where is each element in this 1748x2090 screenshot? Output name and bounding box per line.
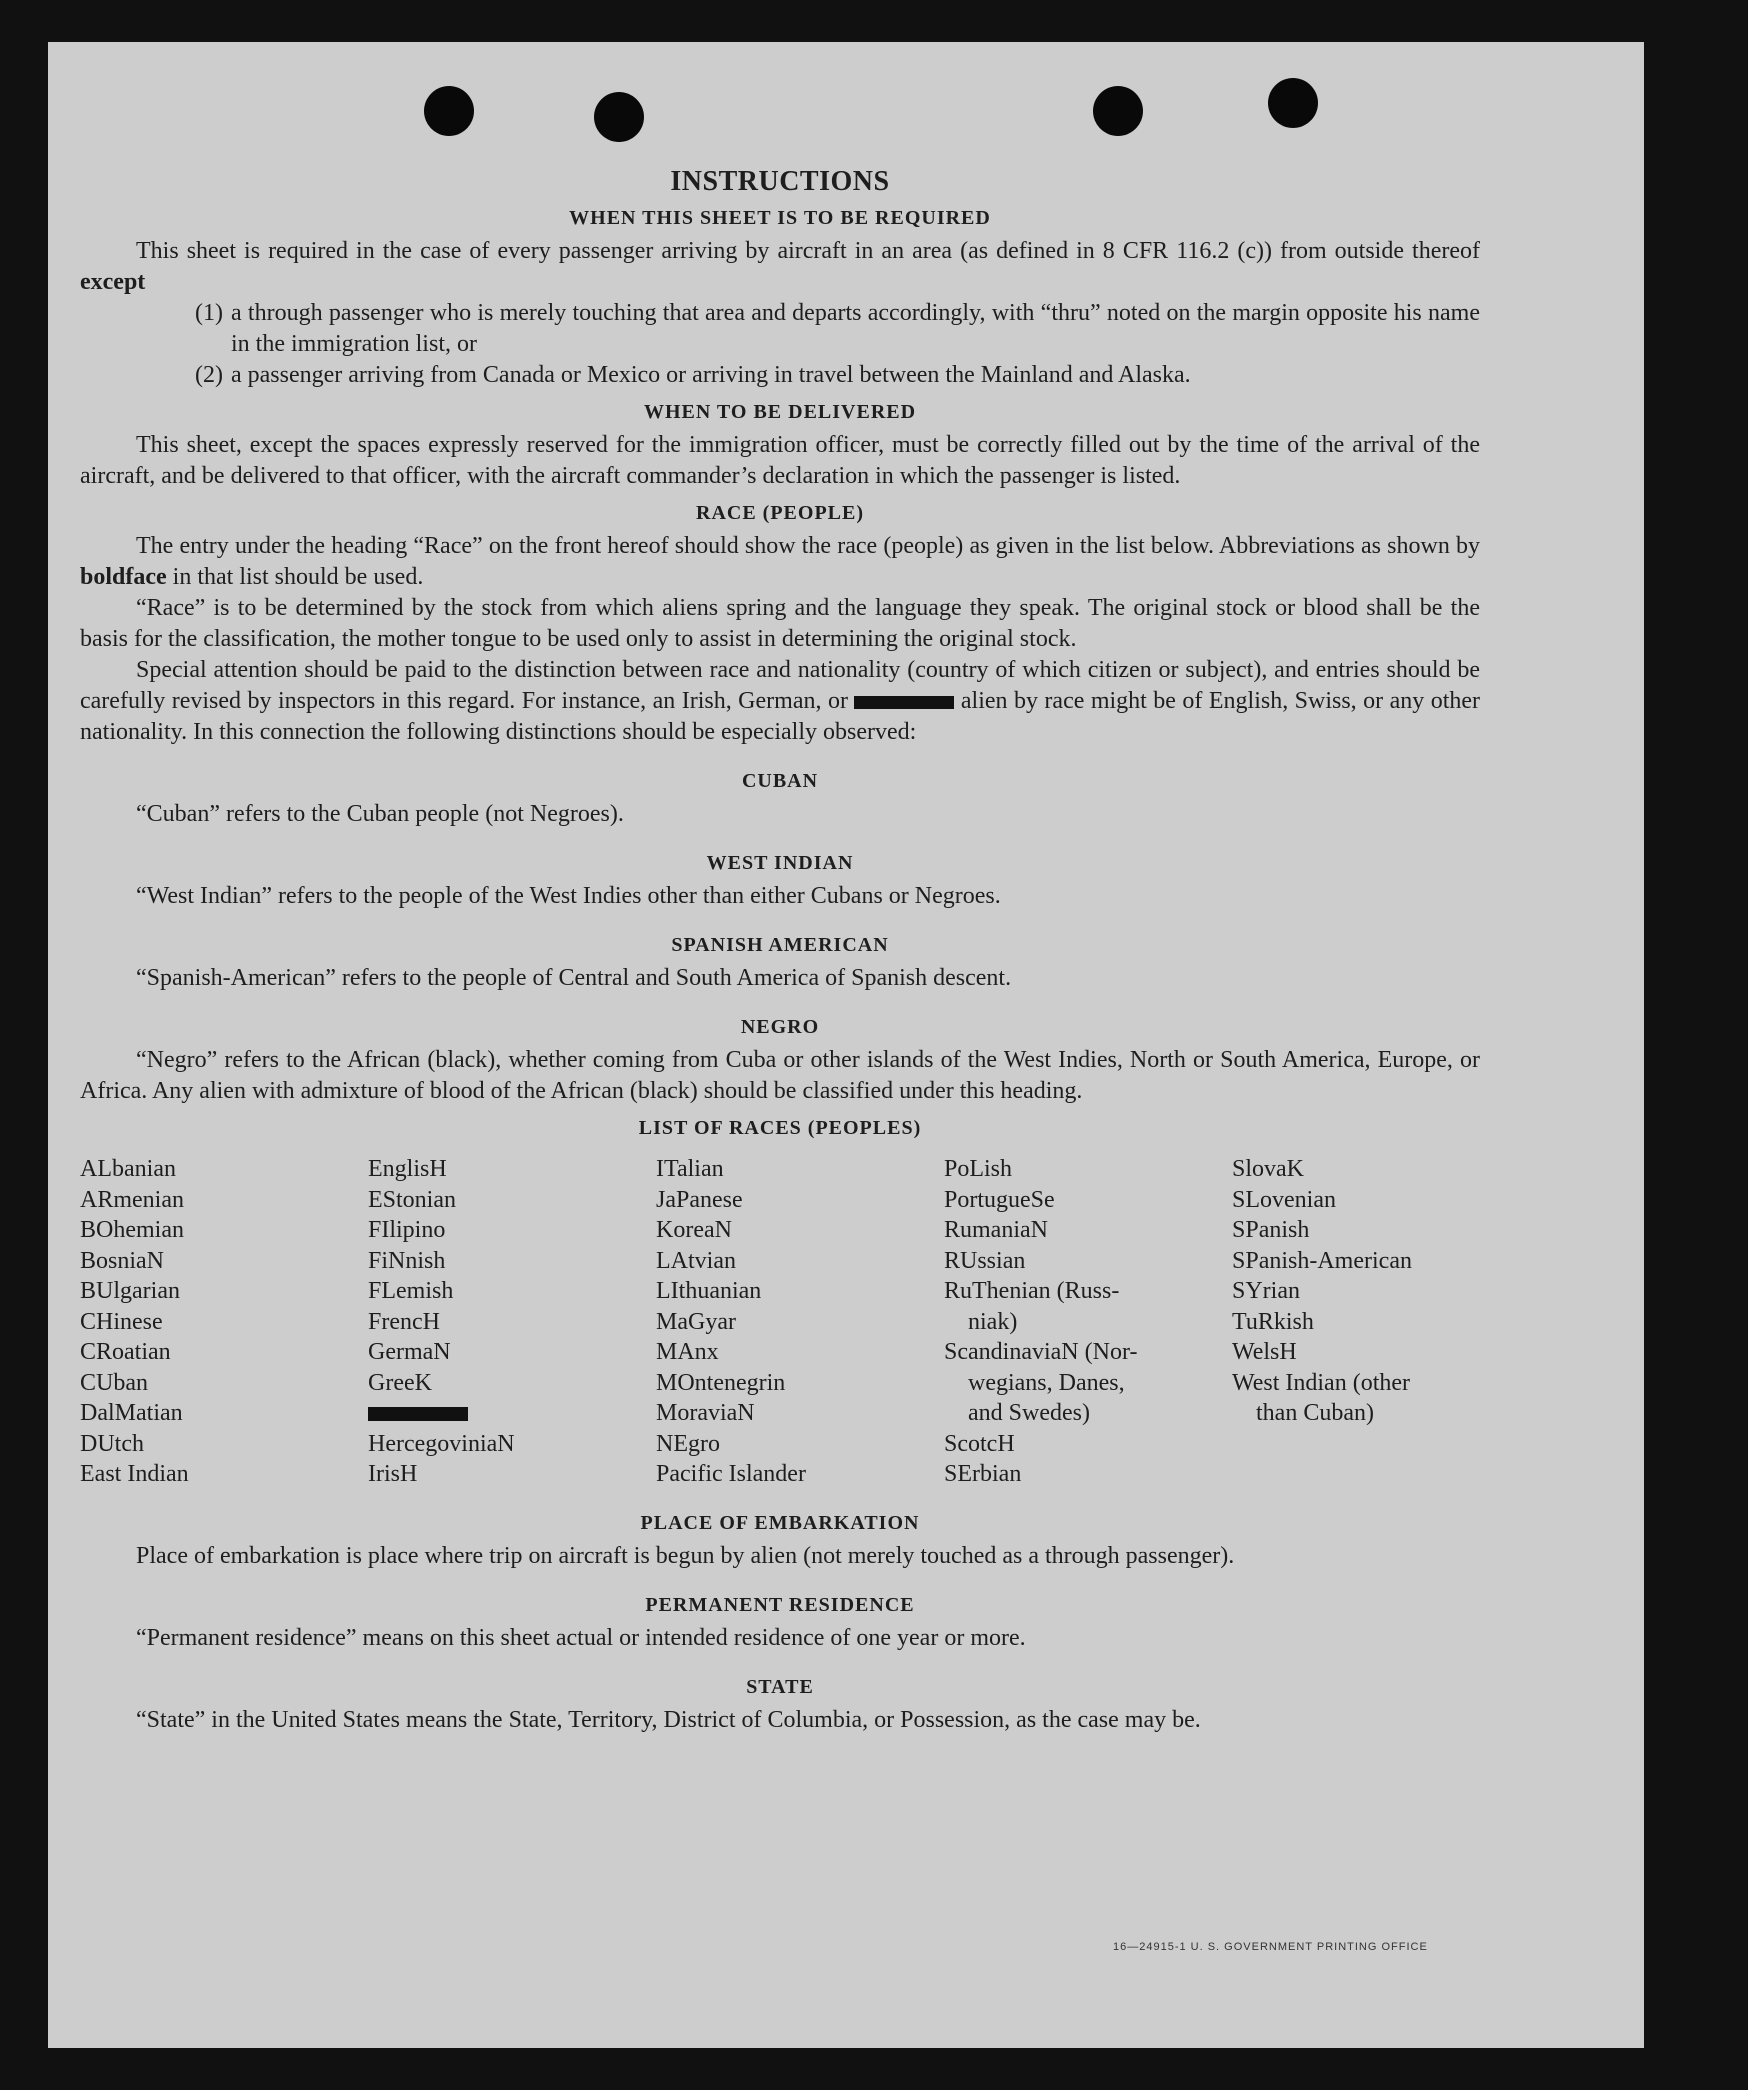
- redaction-mark: [854, 696, 954, 709]
- paragraph: [80, 236, 1480, 298]
- race-entry: CUban: [80, 1369, 148, 1396]
- race-entry: BosniaN: [80, 1247, 164, 1274]
- race-entry: GreeK: [368, 1369, 432, 1396]
- paragraph: “Race” is to be determined by the stock from which aliens spring and the language they speak. The original stock or blood shall be the basis for the classification, the mother tongue to be used only to assist in determining the original stock.: [80, 595, 1480, 652]
- race-entry: NEgro: [656, 1430, 720, 1457]
- race-entry: EStonian: [368, 1186, 456, 1213]
- section-heading: LIST OF RACES (PEOPLES): [638, 1117, 922, 1139]
- race-entry: MoraviaN: [656, 1400, 755, 1426]
- race-entry: WelsH: [1232, 1339, 1297, 1365]
- race-entry: EnglisH: [368, 1156, 447, 1182]
- race-entry: PortugueSe: [944, 1186, 1055, 1213]
- instructions-document: [80, 166, 1480, 1736]
- section-heading: WHEN THIS SHEET IS TO BE REQUIRED: [569, 207, 991, 229]
- race-entry: DalMatian: [80, 1400, 183, 1426]
- race-entry: FrencH: [368, 1308, 440, 1335]
- section-heading: SPANISH AMERICAN: [671, 934, 889, 956]
- page-title: INSTRUCTIONS: [670, 166, 890, 197]
- bold-text: except: [80, 269, 146, 295]
- race-entry: DUtch: [80, 1430, 144, 1457]
- race-entry: KoreaN: [656, 1217, 732, 1243]
- race-column: [80, 1154, 368, 1490]
- paragraph: “Negro” refers to the African (black), whether coming from Cuba or other islands of the West Indies, North or South America, Europe, or Africa. Any alien with admixture of blood of the African (black) should be classified under this heading.: [80, 1047, 1480, 1104]
- paragraph: Place of embarkation is place where trip on aircraft is begun by alien (not merely touched as a through passenger).: [136, 1542, 1235, 1569]
- item-number: (1): [195, 300, 223, 326]
- race-entry: FIlipino: [368, 1217, 446, 1243]
- race-entry: ITalian: [656, 1156, 724, 1182]
- race-entry: JaPanese: [656, 1186, 743, 1213]
- race-entry: MOntenegrin: [656, 1369, 786, 1396]
- race-list: [80, 1154, 1480, 1490]
- paragraph: “Cuban” refers to the Cuban people (not Negroes).: [136, 801, 624, 827]
- race-entry: SErbian: [944, 1461, 1022, 1487]
- race-entry: FLemish: [368, 1278, 454, 1304]
- race-entry: FiNnish: [368, 1247, 446, 1274]
- race-entry: PoLish: [944, 1156, 1013, 1182]
- race-entry: and Swedes): [968, 1400, 1090, 1426]
- paragraph: “West Indian” refers to the people of the West Indies other than either Cubans or Negroes.: [136, 883, 1001, 909]
- list-item: [195, 298, 1480, 360]
- section-heading: STATE: [746, 1675, 814, 1698]
- race-entry: ALbanian: [80, 1156, 176, 1182]
- race-column: [1232, 1154, 1488, 1490]
- section-heading: RACE (PEOPLE): [696, 502, 864, 524]
- paragraph: This sheet, except the spaces expressly reserved for the immigration officer, must be correctly filled out by the time of the arrival of the aircraft, and be delivered to that officer, with the aircraft commander’s declaration in which the passenger is listed.: [80, 432, 1480, 489]
- race-entry: SLovenian: [1232, 1186, 1336, 1213]
- paragraph: “State” in the United States means the State, Territory, District of Columbia, or Possession, as the case may be.: [136, 1706, 1201, 1733]
- race-entry: TuRkish: [1232, 1308, 1314, 1335]
- race-entry: SPanish-American: [1232, 1247, 1412, 1274]
- race-entry: ScotcH: [944, 1430, 1015, 1457]
- paragraph: “Spanish-American” refers to the people of Central and South America of Spanish descent.: [136, 965, 1012, 991]
- paragraph-text: in that list should be used.: [172, 564, 424, 590]
- race-entry: SlovaK: [1232, 1156, 1304, 1182]
- race-entry: BUlgarian: [80, 1278, 180, 1304]
- section-heading: PLACE OF EMBARKATION: [640, 1511, 920, 1534]
- race-entry: wegians, Danes,: [968, 1369, 1125, 1396]
- race-entry: LAtvian: [656, 1247, 736, 1274]
- race-entry: niak): [968, 1308, 1018, 1335]
- list-item: [195, 360, 1480, 391]
- race-entry: East Indian: [80, 1461, 189, 1487]
- paragraph: “Permanent residence” means on this sheet actual or intended residence of one year or more.: [136, 1624, 1026, 1651]
- paragraph: [80, 655, 1480, 748]
- section-heading: CUBAN: [741, 770, 819, 792]
- paragraph: [80, 531, 1480, 593]
- race-entry: CHinese: [80, 1308, 163, 1335]
- race-entry: MAnx: [656, 1339, 719, 1365]
- race-entry: IrisH: [368, 1461, 418, 1487]
- punch-hole: [1093, 86, 1143, 136]
- race-entry: Pacific Islander: [656, 1461, 806, 1487]
- race-column: [944, 1154, 1232, 1490]
- section-heading: PERMANENT RESIDENCE: [645, 1593, 915, 1616]
- punch-hole: [424, 86, 474, 136]
- race-entry: CRoatian: [80, 1339, 171, 1365]
- race-entry: ARmenian: [80, 1186, 184, 1213]
- paragraph-text: Special attention should be paid to the distinction between race and nationality (country of which citizen or subject), and entries should be carefully revised by inspectors in this regard. For instance, an Irish, German, or: [80, 657, 1480, 714]
- printing-office-code: 16—24915-1 U. S. GOVERNMENT PRINTING OFFICE: [1113, 1941, 1428, 1953]
- race-entry: BOhemian: [80, 1217, 184, 1243]
- paragraph-text: The entry under the heading “Race” on the front hereof should show the race (people) as given in the list below. Abbreviations as shown by: [136, 533, 1480, 559]
- race-entry: West Indian (other: [1232, 1369, 1411, 1396]
- punch-hole: [594, 92, 644, 142]
- race-entry: RUssian: [944, 1247, 1026, 1274]
- section-heading: WEST INDIAN: [706, 852, 854, 874]
- race-entry: RumaniaN: [944, 1217, 1048, 1243]
- race-column: [368, 1154, 656, 1490]
- section-heading: WHEN TO BE DELIVERED: [643, 401, 917, 423]
- item-number: (2): [195, 362, 223, 388]
- item-text: a passenger arriving from Canada or Mexico or arriving in travel between the Mainland and Alaska.: [231, 362, 1191, 388]
- item-text: a through passenger who is merely touching that area and departs accordingly, with “thru” noted on the margin opposite his name in the immigration list, or: [231, 300, 1480, 357]
- race-entry: RuThenian (Russ-: [944, 1278, 1120, 1304]
- paragraph-text: This sheet is required in the case of every passenger arriving by aircraft in an area (as defined in 8 CFR 116.2 (c)) from outside thereof: [136, 238, 1480, 264]
- redacted-entry: [368, 1398, 656, 1429]
- race-column: [656, 1154, 944, 1490]
- race-entry: than Cuban): [1256, 1400, 1374, 1426]
- race-entry: LIthuanian: [656, 1278, 762, 1304]
- race-entry: SYrian: [1232, 1278, 1300, 1304]
- race-entry: SPanish: [1232, 1217, 1310, 1243]
- race-entry: MaGyar: [656, 1308, 736, 1335]
- bold-text: boldface: [80, 564, 167, 590]
- race-entry: ScandinaviaN (Nor-: [944, 1339, 1138, 1365]
- race-entry: GermaN: [368, 1339, 451, 1365]
- punch-hole: [1268, 78, 1318, 128]
- paragraph-text: alien by race might be of English, Swiss, or any other nationality. In this connection the following distinctions should be especially observed:: [80, 688, 1481, 745]
- race-entry: HercegoviniaN: [368, 1430, 515, 1457]
- section-heading: NEGRO: [740, 1016, 820, 1038]
